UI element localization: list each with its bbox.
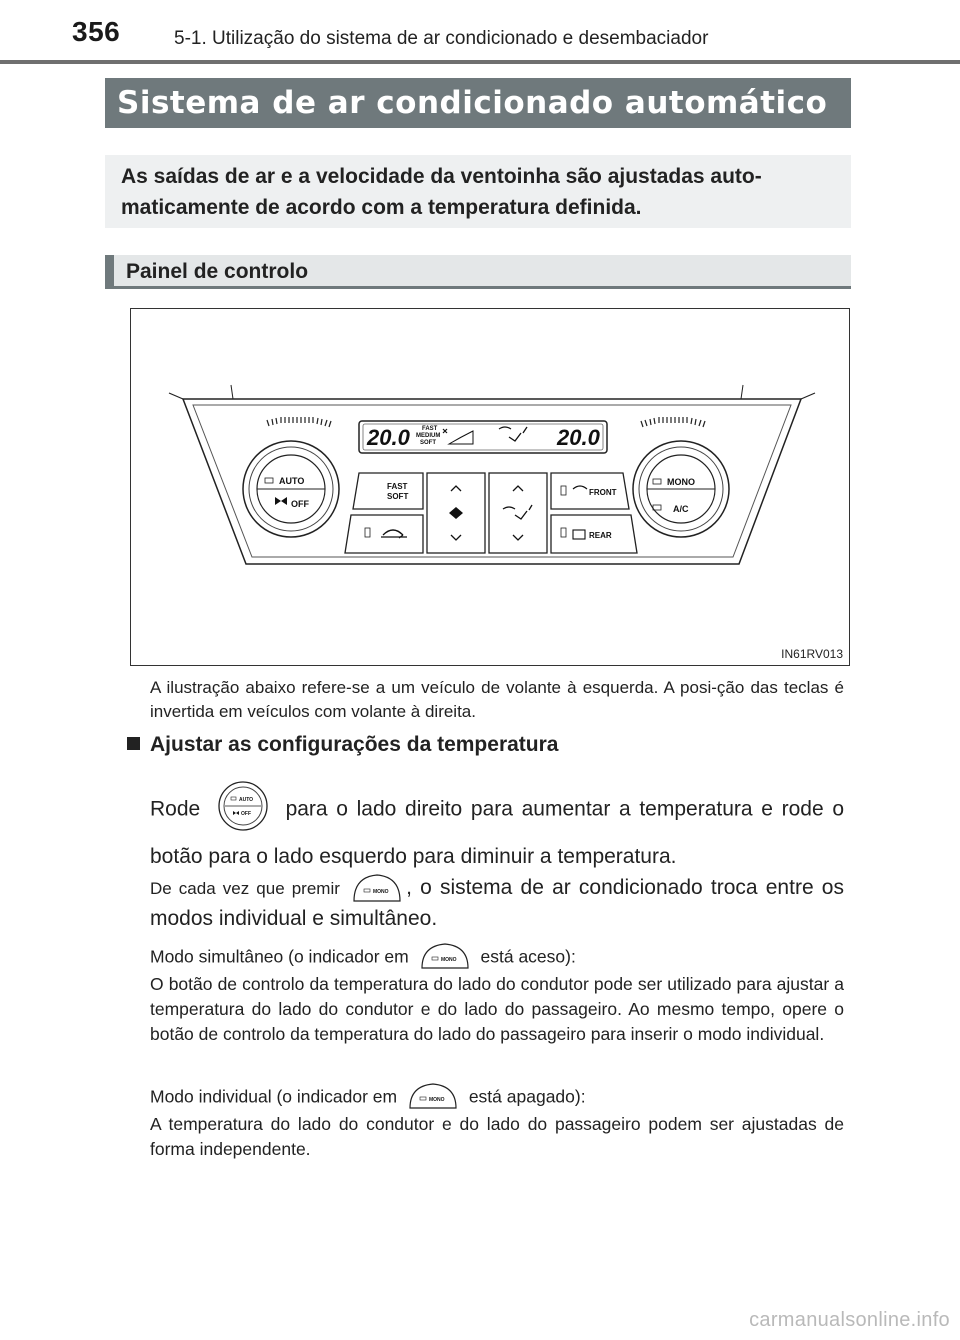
recirculation-icon xyxy=(381,530,407,538)
section-heading xyxy=(127,733,558,757)
auto-button-label: AUTO xyxy=(279,476,305,486)
mono-indicator-lit-icon xyxy=(420,942,470,970)
p2-before: De cada vez que premir xyxy=(150,879,340,898)
rear-button-label: REAR xyxy=(589,531,612,540)
fan-icon xyxy=(449,507,463,519)
airflow-mode-button[interactable] xyxy=(489,473,547,553)
inline-mono-label-3: MONO xyxy=(428,1097,445,1103)
display-medium-label: MEDIUM xyxy=(416,433,441,439)
display-fast-label: FAST xyxy=(422,426,438,432)
front-defroster-button[interactable] xyxy=(551,473,629,509)
left-temperature-dial[interactable] xyxy=(243,441,339,537)
auto-off-dial-icon xyxy=(217,780,269,832)
fan-speed-button[interactable] xyxy=(353,473,423,509)
p1-before: Rode xyxy=(150,797,201,821)
vent-grille-right xyxy=(641,417,705,427)
p2-after: , o sistema de ar condicionado troca entre os modos individual e simultâneo. xyxy=(150,876,844,930)
fan-up-down-button[interactable] xyxy=(427,473,485,553)
fan-off-icon xyxy=(275,497,287,505)
mono-button-label: MONO xyxy=(667,477,695,487)
header-rule xyxy=(0,60,960,64)
figure-code: IN61RV013 xyxy=(781,647,843,661)
rear-defogger-icon xyxy=(573,530,585,539)
paragraph-rotate-dial xyxy=(150,784,844,878)
mono-button-icon xyxy=(352,873,402,903)
inline-mono-label-2: MONO xyxy=(440,957,457,963)
front-indicator-icon xyxy=(561,486,566,495)
inline-mono-label-1: MONO xyxy=(373,889,389,896)
intro-box: As saídas de ar e a velocidade da ventoinha são ajustadas auto-maticamente de acordo com a temperatura definida. xyxy=(105,155,851,228)
p4-before: Modo individual (o indicador em xyxy=(150,1086,398,1107)
mono-indicator-icon xyxy=(653,479,661,484)
mono-indicator-off-icon xyxy=(408,1082,458,1110)
p3-before: Modo simultâneo (o indicador em xyxy=(150,946,409,967)
page-title: Sistema de ar condicionado automático xyxy=(105,78,851,128)
auto-indicator-icon xyxy=(265,478,273,483)
mode-down-arrow-icon xyxy=(513,535,523,540)
p3-body: O botão de controlo da temperatura do lado do condutor pode ser utilizado para ajustar a temperatura do lado do condutor e do lado do passageiro. Ao mesmo tempo, opere o botão de controlo da temperatura do lado do passageiro para inserir o modo individual. xyxy=(150,974,844,1044)
inline-off-label: OFF xyxy=(240,811,251,817)
right-temp-readout: 20.0 xyxy=(557,425,600,450)
square-bullet-icon xyxy=(127,737,140,750)
rear-indicator-icon xyxy=(561,528,566,537)
paragraph-individual-mode xyxy=(150,1084,844,1162)
fast-button-label: FAST xyxy=(387,482,408,491)
right-temperature-dial[interactable] xyxy=(633,441,729,537)
rear-defogger-button[interactable] xyxy=(551,515,637,553)
display-soft-label: SOFT xyxy=(420,440,436,446)
watermark: carmanualsonline.info xyxy=(749,1309,950,1331)
paragraph-simultaneous-mode xyxy=(150,944,844,1047)
left-temp-readout: 20.0 xyxy=(367,425,410,450)
p3-after: está aceso): xyxy=(480,946,576,967)
p4-after: está apagado): xyxy=(468,1086,586,1107)
inline-auto-label: AUTO xyxy=(238,797,253,803)
temperature-display xyxy=(359,421,607,453)
front-button-label: FRONT xyxy=(589,488,617,497)
page-number: 356 xyxy=(72,16,121,47)
fan-down-arrow-icon xyxy=(451,535,461,540)
off-button-label: OFF xyxy=(291,499,309,509)
fan-up-arrow-icon xyxy=(451,486,461,491)
front-defroster-icon xyxy=(573,486,587,489)
p4-body: A temperatura do lado do condutor e do lado do passageiro podem ser ajustadas de forma independente. xyxy=(150,1114,844,1159)
running-header: 5-1. Utilização do sistema de ar condicionado e desembaciador xyxy=(174,28,709,49)
vent-grille-left xyxy=(267,417,331,427)
recirc-indicator-icon xyxy=(365,528,370,537)
control-panel-illustration xyxy=(131,309,851,667)
section-heading-text: Ajustar as configurações da temperatura xyxy=(150,733,559,756)
figure-caption: A ilustração abaixo refere-se a um veículo de volante à esquerda. A posi-ção das teclas é invertida em veículos com volante à direita. xyxy=(150,678,844,721)
ac-button-label: A/C xyxy=(673,504,689,514)
subheading: Painel de controlo xyxy=(105,255,851,289)
soft-button-label: SOFT xyxy=(387,492,409,501)
control-panel-figure xyxy=(130,308,850,666)
paragraph-mono-toggle xyxy=(150,873,844,934)
mode-up-arrow-icon xyxy=(513,486,523,491)
airflow-mode-icon xyxy=(503,505,532,519)
recirculation-button[interactable] xyxy=(345,515,423,553)
p1-after: para o lado direito para aumentar a temperatura e rode o botão para o lado esquerdo para diminuir a temperatura. xyxy=(150,797,844,868)
